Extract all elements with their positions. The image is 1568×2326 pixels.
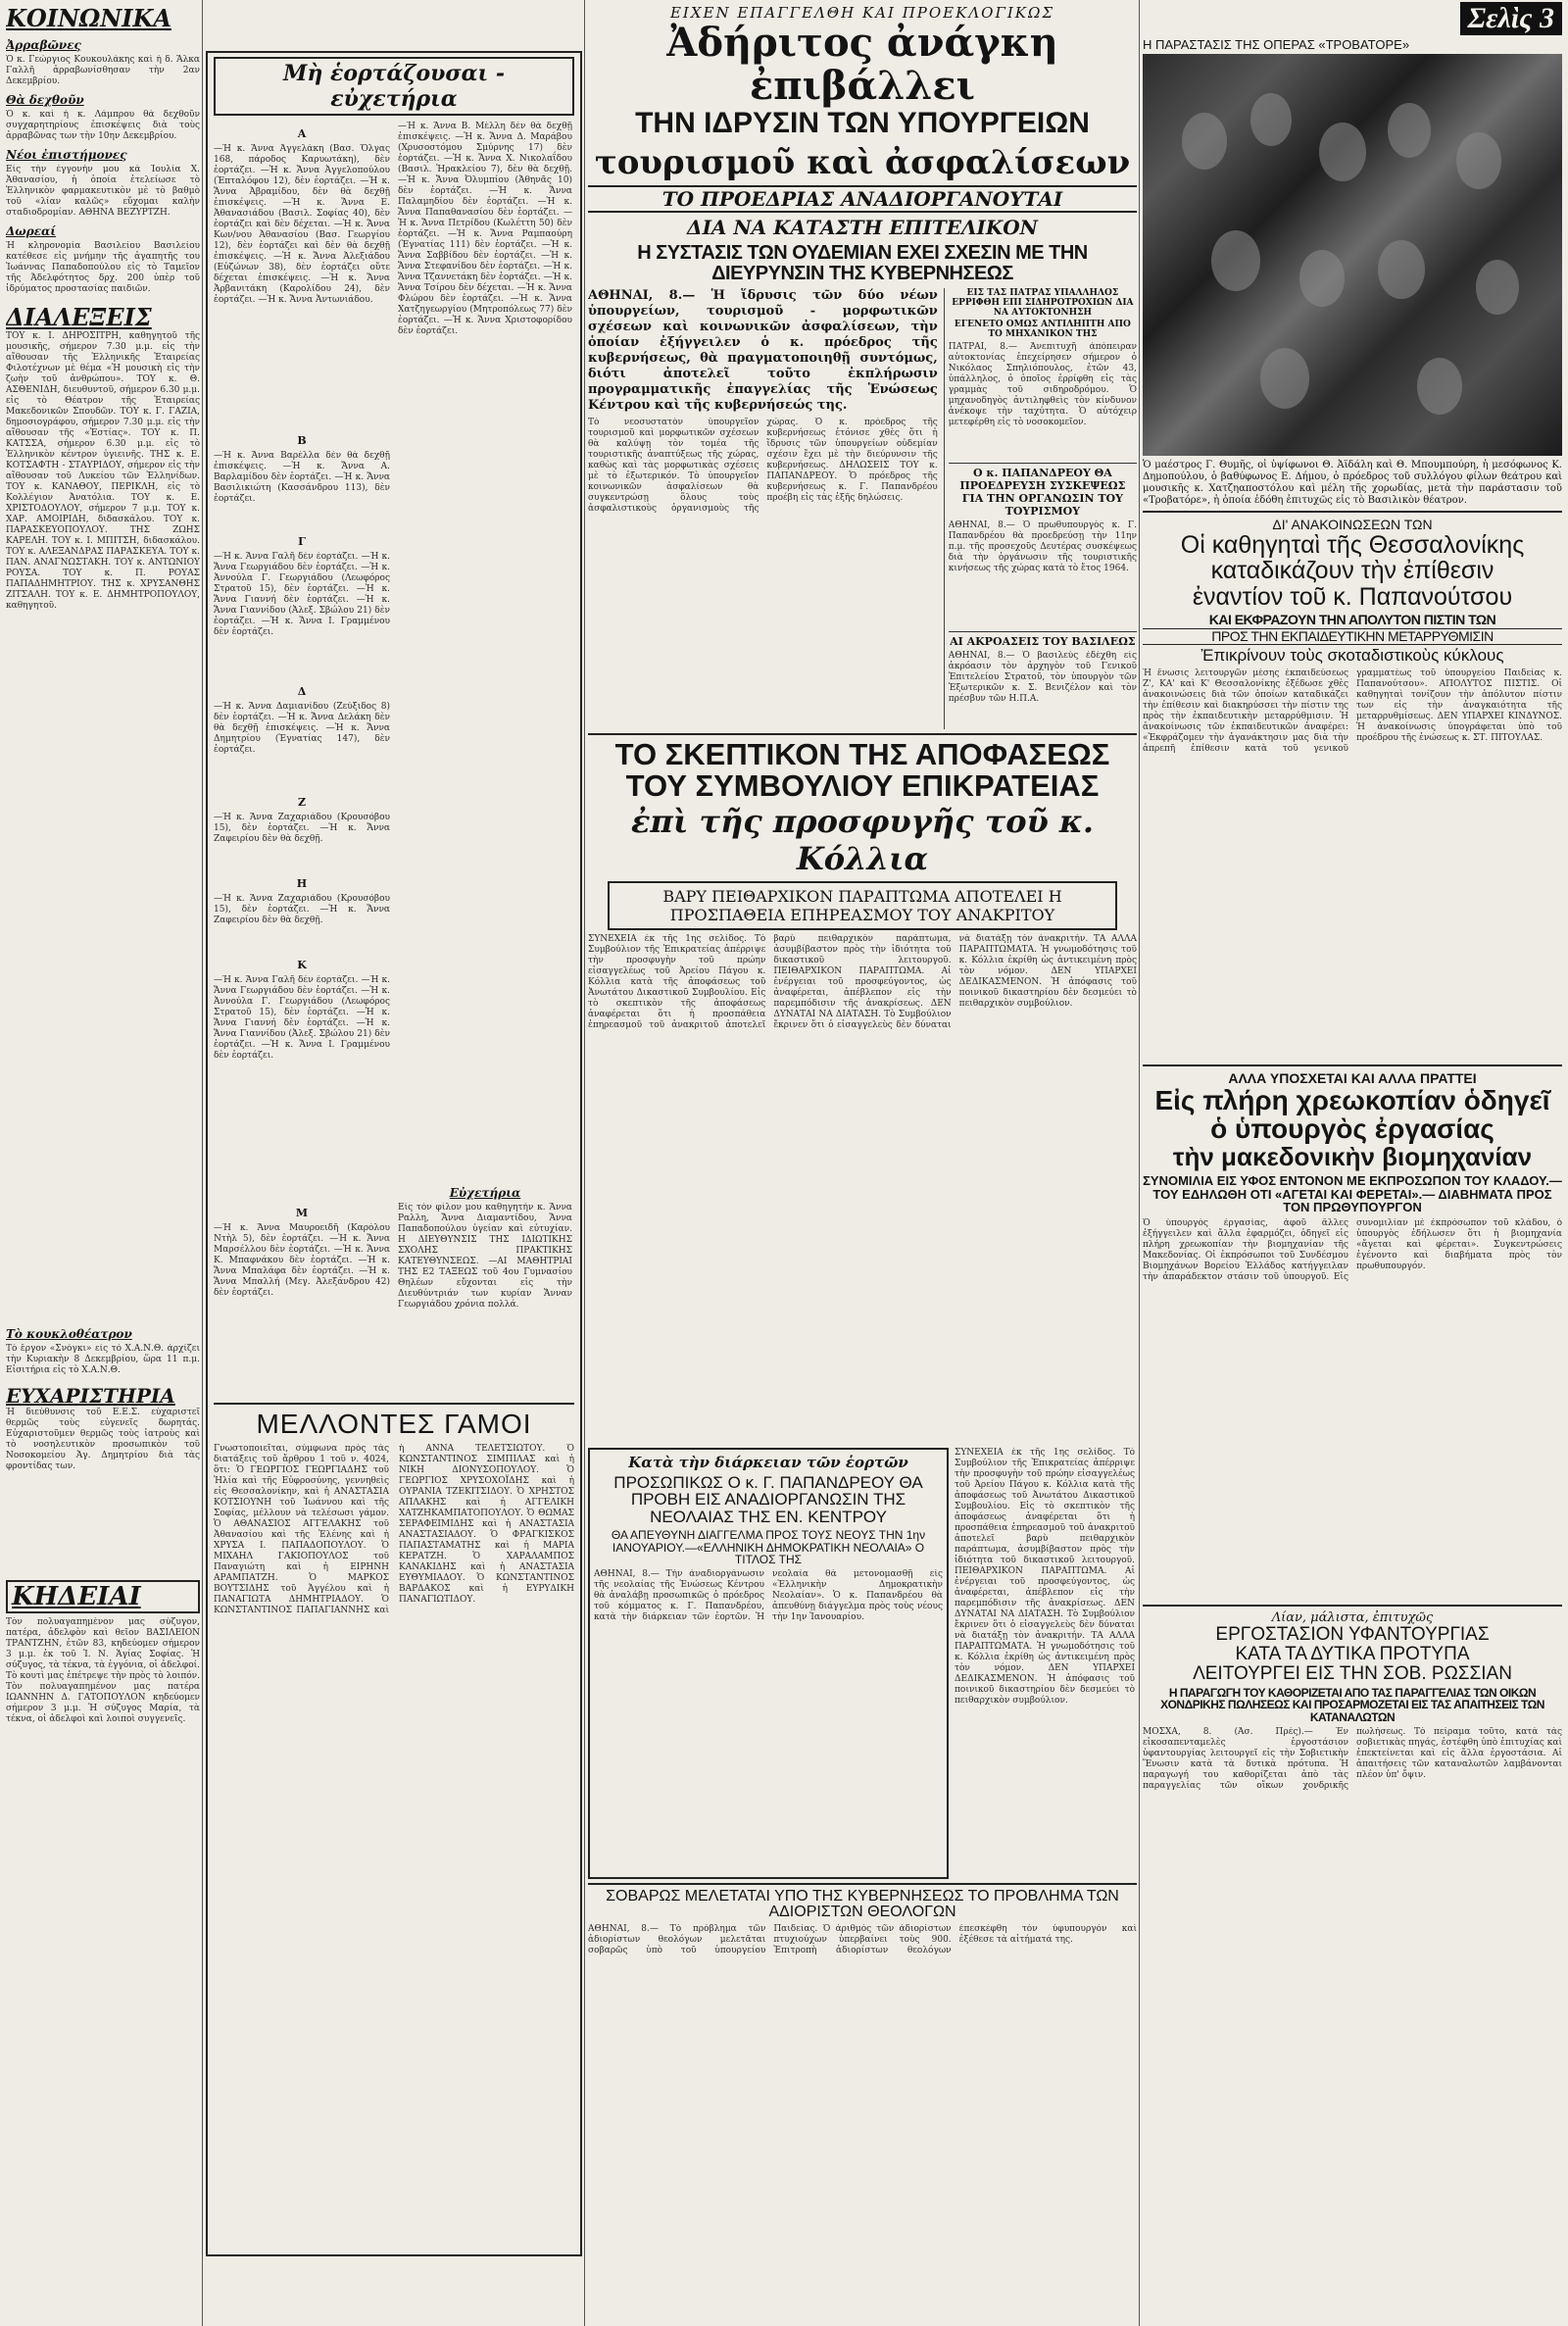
ypos-headline-2: ὁ ὑπουργὸς ἐργασίας	[1210, 1114, 1494, 1145]
sov-headline-3: ΛΕΙΤΟΥΡΓΕΙ ΕΙΣ ΤΗΝ ΣΟΒ. ΡΩΣΣΙΑΝ	[1193, 1662, 1512, 1684]
patras-text: ΠΑΤΡΑΙ, 8.— Ἀνεπιτυχῆ ἀπόπειραν αὐτοκτονίας ἐπεχείρησεν σήμερον ὁ Νικόλαος Σπηλιόπουλος, ἐτῶν 43, ὑπάλληλος, ὁ ὁποῖος ἐρρίφθη εἰς τὰς γραμμὰς τοῦ σιδηροδρόμου. Ὁ μηχανοδηγὸς ἀντιληφθεὶς τὸν κίνδυνον ἀνέκοψε τὴν ταχύτητα. Ὁ αὐτόχειρ μετεφέρθη εἰς τὸ νοσοκομεῖον.	[948, 341, 1137, 427]
anak-headline-4: ΚΑΙ ΕΚΦΡΑΖΟΥΝ ΤΗΝ ΑΠΟΛΥΤΟΝ ΠΙΣΤΙΝ ΤΩΝ	[1208, 611, 1496, 627]
photo-title: Η ΠΑΡΑΣΤΑΣΙΣ ΤΗΣ ΟΠΕΡΑΣ «ΤΡΟΒΑΤΟΡΕ»	[1143, 37, 1410, 52]
sovaros-text: ΑΘΗΝΑΙ, 8.— Τὸ πρόβλημα τῶν ἀδιορίστων θεολόγων μελετᾶται σοβαρῶς ὑπὸ τοῦ ὑπουργείου Παιδείας. Ὁ ἀριθμὸς τῶν ἀδιορίστων πτυχιούχων ὑπερβαίνει τοὺς 900. Ἐπιτροπὴ ἀδιορίστων θεολόγων ἐπεσκέφθη τὸν ὑφυπουργὸν καὶ ἐξέθεσε τὰ αἰτήματά της.	[588, 1924, 1137, 1956]
eorton-subheadline: ΘΑ ΑΠΕΥΘΥΝΗ ΔΙΑΓΓΕΛΜΑ ΠΡΟΣ ΤΟΥΣ ΝΕΟΥΣ ΤΗΝ 1ην ΙΑΝΟΥΑΡΙΟΥ.—«ΕΛΛΗΝΙΚΗ ΔΗΜΟΚΡΑΤΙΚΗ ΝΕΟΛΑΙΑ» Ο ΤΙΤΛΟΣ ΤΗΣ	[611, 1528, 926, 1567]
divider	[1143, 1064, 1562, 1066]
efxetiria-text: Εἰς τὸν φίλον μου καθηγητὴν κ. Ἄννα Ραλλη, Ἄννα Διαμαντίδου, Ἄννα Παπαδοπούλου ὑγείαν καὶ εὐτυχίαν. Η ΔΙΕΥΘΥΝΣΙΣ ΤΗΣ ΙΔΙΩΤΙΚΗΣ ΣΧΟΛΗΣ ΠΡΑΚΤΙΚΗΣ ΚΑΤΕΥΘΥΝΣΕΩΣ. —ΑΙ ΜΑΘΗΤΡΙΑΙ ΤΗΣ Ε2 ΤΑΞΕΩΣ τοῦ 4ου Γυμνασίου Θηλέων εὔχονται εἰς τὴν Διευθύντριάν των κυρίαν Ἄνναν Γεωργιάδου χρόνια πολλά.	[398, 1203, 572, 1310]
akroaseis-heading: ΑΙ ΑΚΡΟΑΣΕΙΣ ΤΟΥ ΒΑΣΙΛΕΩΣ	[950, 634, 1136, 648]
sov-text: ΜΟΣΧΑ, 8. (Ἀσ. Πρές).— Ἐν εἰκοσαπενταμελὲς ἐργοστάσιον ὑφαντουργίας λειτουργεῖ εἰς τὴν Σοβιετικὴν Ἕνωσιν κατὰ τὰ δυτικὰ πρότυπα. Ἡ παραγωγή του καθορίζεται ἀπὸ τὰς παραγγελίας τῶν οἴκων χονδρικῆς πωλήσεως. Τὸ πείραμα τοῦτο, κατὰ τὰς σοβιετικὰς πηγάς, ἐστέφθη ὑπὸ ἐπιτυχίας καὶ ἐπεκτείνεται καὶ εἰς ἄλλα ἐργοστάσια. Αἱ ἀπαιτήσεις τῶν καταναλωτῶν λαμβάνονται πλέον ὑπ' ὄψιν.	[1143, 1726, 1562, 1791]
dexiosis-heading: Θὰ δεχθοῦν	[6, 93, 84, 107]
kideiai-box	[6, 1580, 200, 1613]
anak-headline-5: ΠΡΟΣ ΤΗΝ ΕΚΠΑΙΔΕΥΤΙΚΗΝ ΜΕΤΑΡΡΥΘΜΙΣΙΝ	[1143, 628, 1562, 645]
dexiosis-text: Ὁ κ. καὶ ἡ κ. Λάμπρου θὰ δεχθοῦν συγχαρητηρίους ἐπισκέψεις διὰ τοὺς ἀρραβῶνας των τὴν 10ην Δεκεμβρίου.	[6, 110, 200, 141]
name-days-entries: —Ἡ κ. Ἄννα Γαλῆ δὲν ἑορτάζει. —Ἡ κ. Ἄννα Γεωργιάδου δὲν ἑορτάζει. —Ἡ κ. Ἀννούλα Γ. Γεωργιάδου (Λεωφόρος Στρατοῦ 15), δὲν ἑορτάζει. —Ἡ κ. Ἄννα Γιαννή δὲν ἑορτάζει. —Ἡ κ. Ἄννα Γιαννίδου (Ἀλεξ. Σβώλου 21) δὲν ἑορτάζει. —Ἡ κ. Ἄννα Ι. Γραμμένου δὲν ἑορτάζει.	[214, 552, 390, 637]
sov-subheadline: Η ΠΑΡΑΓΩΓΗ ΤΟΥ ΚΑΘΟΡΙΖΕΤΑΙ ΑΠΟ ΤΑΣ ΠΑΡΑΓΓΕΛΙΑΣ ΤΩΝ ΟΙΚΩΝ ΧΟΝΔΡΙΚΗΣ ΠΩΛΗΣΕΩΣ ΚΑΙ ΠΡΟΣΑΡΜΟΖΕΤΑΙ ΕΙΣ ΤΑΣ ΑΠΑΙΤΗΣΕΙΣ ΤΩΝ ΚΑΤΑΝΑΛΩΤΩΝ	[1160, 1685, 1544, 1724]
name-days-entries: —Ἡ κ. Ἄννα Ἀγγελάκη (Βασ. Ὄλγας 168, πάροδος Καρυωτάκη), δὲν ἑορτάζει. —Ἡ κ. Ἄννα Ἀγγελοπούλου (Ἐπταλόφου 12), δὲν ἑορτάζει. —Ἡ κ. Ἄννα Ἀβραμίδου, δὲν θὰ δεχθῇ ἐπισκέψεις. —Ἡ κ. Ἄννα Ε. Ἀθανασιάδου (Βασιλ. Σοφίας 40), δὲν ἑορτάζει καὶ δὲν δέχεται. —Ἡ κ. Ἄννα Κων/νου Ἀθανασίου (Βασ. Γεωργίου 12), δὲν ἑορτάζει καὶ δὲν θὰ δεχθῇ ἐπισκέψεις. —Ἡ κ. Ἄννα Ἀλεξιάδου (Εὐζώνων 38), δὲν ἑορτάζει οὔτε δέχεται ἐπισκέψεις. —Ἡ κ. Ἄννα Ἀρβανιτάκη (Καρολίδου 24), δὲν ἑορτάζει. —Ἡ κ. Ἄννα Ἀντωνιάδου.	[214, 144, 390, 305]
column-rule	[584, 0, 585, 2326]
letter-heading: Η	[296, 877, 308, 890]
patras-sub: ΕΓΕΝΕΤΟ ΟΜΩΣ ΑΝΤΙΛΗΠΤΗ ΑΠΟ ΤΟ ΜΗΧΑΝΙΚΟΝ ΤΗΣ	[954, 319, 1131, 339]
page-badge: Σελὶς 3	[1460, 2, 1562, 35]
name-days-left	[214, 122, 390, 1399]
eorton-text: ΑΘΗΝΑΙ, 8.— Τὴν ἀναδιοργάνωσιν τῆς νεολαίας τῆς Ἑνώσεως Κέντρου θὰ ἀναλάβῃ προσωπικῶς ὁ πρόεδρος τοῦ κόμματος κ. Γ. Παπανδρέου, κατὰ τὴν διάρκειαν τῶν ἑορτῶν. Ἡ νεολαία θὰ μετονομασθῇ εἰς «Ἑλληνικὴν Δημοκρατικὴν Νεολαίαν». Ὁ κ. Παπανδρέου θὰ ἀπευθύνῃ διάγγελμα πρὸς τοὺς νέους τὴν 1ην Ἰανουαρίου.	[594, 1568, 943, 1622]
photo-caption: Ὁ μαέστρος Γ. Θυμῆς, οἱ ὑψίφωνοι Θ. Ἀϊδάλη καὶ Θ. Μπουμπούρη, ἡ μεσόφωνος Κ. Δημοπούλου, ὁ βαθύφωνος Ε. Δήμου, ὁ πρόεδρος τοῦ συλλόγου φίλων θεάτρου καὶ μουσικῆς κ. Χατζηαποστόλου καὶ μέλη τῆς χορωδίας, μετὰ τὴν παράστασιν τοῦ «Τροβατόρε», ἡ ὁποία ἐδόθη ἐπιτυχῶς εἰς τὸ Βασιλικὸν θέατρον.	[1143, 460, 1562, 506]
epistimones-text: Εἰς τὴν ἐγγονήν μου κὰ Ἰουλία Χ. Ἀθανασίου, ἡ ὁποία ἐτελείωσε τὸ Ἑλληνικὸν φαρμακευτικὸν μὲ τὸ βαθμὸ τοῦ «λίαν καλῶς» εὔχομαι καλὴν σταδιοδρομίαν. ΑΘΗΝΑ ΒΕΖΥΡΤΖΗ.	[6, 165, 200, 218]
arravones-heading: Ἀρραβῶνες	[6, 38, 81, 52]
dialexeis-text: ΤΟΥ κ. Ι. ΔΗΡΟΣΙΤΡΗ, καθηγητοῦ τῆς μουσικῆς, σήμερον 7.30 μ.μ. εἰς τὴν αἴθουσαν τῆς Ἑλληνικῆς Ἑταιρείας Φιλοτέχνων μὲ θέμα «Ἡ μουσικὴ εἰς τὴν ζωὴν τοῦ ἀνθρώπου». ΤΟΥ κ. Θ. ΑΣΘΕΝΙΔΗ, διευθυντοῦ, σήμερον 6.30 μ.μ. εἰς τὸ Θέατρον τῆς Ἑταιρείας Μακεδονικῶν Σπουδῶν. ΤΟΥ κ. Γ. ΓΑΖΙΑ, δημοσιογράφου, σήμερον 7.30 μ.μ. εἰς τὴν αἴθουσαν τῆς «Ἑστίας». ΤΟΥ κ. Π. ΚΑΤΣΣΑ, σήμερον 6.30 μ.μ. εἰς τὸ Ἑλληνικὸν κέντρον ὑγιεινῆς. ΤΗΣ κ. Ε. ΚΟΤΣΑΦΤΗ - ΣΤΑΥΡΙΔΟΥ, σήμερον εἰς τὴν αἴθουσαν τοῦ Λυκείου τῶν Ἑλληνίδων. ΤΟΥ κ. ΚΑΝΑΘΟΥ, ΠΕΡΙΚΛΗ, εἰς τὸ Κολλέγιον Ἀνατόλια. ΤΟΥ κ. Ε. ΧΡΙΣΤΟΔΟΥΛΟΥ, σήμερον 7 μ.μ. ΤΟΥ κ. ΧΑΡ. ΑΜΟΙΡΙΔΗ, διδασκάλου. ΤΟΥ κ. ΠΑΡΑΣΚΕΥΟΠΟΥΛΟΥ. ΤΗΣ ΖΩΗΣ ΚΑΡΕΛΗ. ΤΟΥ κ. Ι. ΜΠΙΤΣΗ, διδασκάλου. ΤΟΥ κ. ΑΛΕΞΑΝΔΡΑΣ ΠΑΡΑΣΚΕΥΑ. ΤΟΥ κ. ΠΑΝ. ΑΝΑΓΝΩΣΤΑΚΗ. ΤΟΥ κ. ΑΝΤΩΝΙΟΥ ΡΟΥΣΑ. ΤΟΥ κ. Π. ΡΟΥΑΣ ΠΑΠΑΔΗΜΗΤΡΙΟΥ. ΤΗΣ κ. ΧΡΥΣΑΝΘΗΣ ΖΙΤΣΑΛΗ. ΤΟΥ κ. Ε. ΔΗΜΗΤΡΟΠΟΥΛΟΥ, καθηγητοῦ.	[6, 331, 200, 611]
kideiai-text: Τὸν πολυαγαπημένον μας σύζυγον, πατέρα, ἀδελφὸν καὶ θεῖον ΒΑΣΙΛΕΙΟΝ ΤΡΑΝΤΖΗΝ, ἐτῶν 83, κηδεύομεν σήμερον 3 μ.μ. ἐκ τοῦ Ἱ. Ν. Ἁγίας Σοφίας. Ἡ σύζυγος, τὰ τέκνα, τὰ ἐγγόνια, οἱ ἀδελφοί. Τὸ κουτὶ μας ἐπέτρεψε τὴν πρὸς τὸ λοιπόν. Τὸν πολυαγαπημένον μας πατέρα ΙΩΑΝΝΗΝ Δ. ΓΑΤΟΠΟΥΛΟΝ κηδεύομεν σήμερον 3 μ.μ. Ἡ σύζυγος Μαρία, τὰ τέκνα, οἱ ἀδελφοὶ καὶ λοιποὶ συγγενεῖς.	[6, 1617, 200, 1724]
letter-heading: Κ	[297, 959, 307, 971]
divider	[588, 1883, 1137, 1885]
sov-headline-2: ΚΑΤΑ ΤΑ ΔΥΤΙΚΑ ΠΡΟΤΥΠΑ	[1235, 1643, 1470, 1664]
name-days-heading: Μὴ ἑορτάζουσαι - εὐχετήρια	[214, 57, 574, 116]
koinonika-heading: ΚΟΙΝΩΝΙΚΑ	[6, 4, 172, 32]
skeptikon-continued: ΣΥΝΕΧΕΙΑ ἐκ τῆς 1ης σελίδος. Τὸ Συμβούλιον τῆς Ἐπικρατείας ἀπέρριψε τὴν προσφυγὴν τοῦ πρώην εἰσαγγελέως τοῦ Ἀρείου Πάγου κ. Κόλλια κατὰ τῆς ἀποφάσεως τοῦ Ἀνωτάτου Δικαστικοῦ Συμβουλίου. Εἰς τὸ σκεπτικὸν τῆς ἀποφάσεως ἀναφέρεται ὅτι ἡ προσπάθεια ἐπηρεασμοῦ τοῦ ἀνακριτοῦ ἀποτελεῖ βαρὺ πειθαρχικὸν παράπτωμα, ἀσυμβίβαστον πρὸς τὴν ἰδιότητα τοῦ δικαστικοῦ λειτουργοῦ. ΠΕΙΘΑΡΧΙΚΟΝ ΠΑΡΑΠΤΩΜΑ. Αἱ ἐνέργειαι τοῦ προσφεύγοντος, ὡς ἀναφέρεται, ἀπέβλεπον εἰς τὴν παρεμπόδισιν τῆς ἀνακρίσεως. ΔΕΝ ΔΥΝΑΤΑΙ ΝΑ ΔΙΑΤΑΣΗ. Τὸ Συμβούλιον ἔκρινεν ὅτι ὁ εἰσαγγελεὺς δὲν δύναται νὰ διατάξῃ τὸν ἀνακριτήν. ΤΑ ΑΛΛΑ ΠΑΡΑΠΤΩΜΑΤΑ. Ἡ γνωμοδότησις τοῦ κ. Κόλλια ἐκρίθη ὡς ἀντικειμένη πρὸς τὸν νόμον. ΔΕΝ ΥΠΑΡΧΕΙ ΔΕΔΙΚΑΣΜΕΝΟΝ. Ἡ ἀπόφασις τοῦ ποινικοῦ δικαστηρίου δὲν δεσμεύει τὸ πειθαρχικὸν συμβούλιον.	[955, 1447, 1135, 1706]
tourism-heading: Ο κ. ΠΑΠΑΝΔΡΕΟΥ ΘΑ ΠΡΟΕΔΡΕΥΣΗ ΣΥΣΚΕΨΕΩΣ ΓΙΑ ΤΗΝ ΟΡΓΑΝΩΣΙΝ ΤΟΥ ΤΟΥΡΙΣΜΟΥ	[959, 466, 1126, 518]
efxaristiria-text: Ἡ διεύθυνσις τοῦ Ε.Ε.Σ. εὐχαριστεῖ θερμῶς τοὺς εὐγενεῖς δωρητάς. Εὐχαριστοῦμεν θερμῶς τοὺς ἰατροὺς καὶ τὸ νοσηλευτικὸν προσωπικὸν τοῦ Νοσοκομείου Ἁγ. Δημητρίου διὰ τὰς φροντίδας των.	[6, 1408, 200, 1471]
name-days-entries: —Ἡ κ. Ἄννα Βαρέλλα δὲν θὰ δεχθῇ ἐπισκέψεις. —Ἡ κ. Ἄννα Α. Βαρλαμίδου δὲν ἑορτάζει. —Ἡ κ. Ἄννα Βασιλικιώτη (Κασσάνδρου 113), δὲν ἑορτάζει.	[214, 451, 390, 504]
main-subheadline: Η ΣΥΣΤΑΣΙΣ ΤΩΝ ΟΥΔΕΜΙΑΝ ΕΧΕΙ ΣΧΕΣΙΝ ΜΕ ΤΗΝ ΔΙΕΥΡΥΝΣΙΝ ΤΗΣ ΚΥΒΕΡΝΗΣΕΩΣ	[637, 241, 1088, 284]
column-rule	[202, 0, 203, 2326]
koukloth-heading: Τὸ κουκλοθέατρον	[6, 1327, 132, 1341]
column-main-news	[588, 0, 1137, 2326]
efxaristiria-heading: ΕΥΧΑΡΙΣΤΗΡΙΑ	[6, 1384, 175, 1408]
main-headline-3: τουρισμοῦ καὶ ἀσφαλίσεων	[594, 142, 1131, 182]
eorton-kicker: Κατὰ τὴν διάρκειαν τῶν ἑορτῶν	[628, 1453, 908, 1471]
arravones-text: Ὁ κ. Γεώργιος Κουκουλάκης καὶ ἡ δ. Ἄλκα Γαλλῆ ἀρραβωνίσθησαν τὴν 2αν Δεκεμβρίου.	[6, 55, 200, 86]
dialexeis-heading: ΔΙΑΛΕΞΕΙΣ	[6, 303, 152, 331]
letter-heading: Ζ	[297, 796, 307, 809]
main-headline-5: ΔΙΑ ΝΑ ΚΑΤΑΣΤΗ ΕΠΙΤΕΛΙΚΟΝ	[687, 215, 1038, 239]
column-name-days	[206, 51, 582, 2256]
divider	[1143, 1605, 1562, 1607]
efxetiria-heading: Εὐχετήρια	[449, 1186, 521, 1200]
skeptikon-headline-2: ΤΟΥ ΣΥΜΒΟΥΛΙΟΥ ΕΠΙΚΡΑΤΕΙΑΣ	[625, 768, 1100, 804]
dorea-heading: Δωρεαί	[6, 224, 57, 238]
main-lead: ΑΘΗΝΑΙ, 8.— Ἡ ἵδρυσις τῶν δύο νέων ὑπουργείων, τουρισμοῦ - μορφωτικῶν σχέσεων καὶ κοινωνικῶν ἀσφαλίσεων, τὴν ὁποίαν ἐξήγγειλεν ὁ κ. πρόεδρος τῆς κυβερνήσεως, θὰ πραγματοποιηθῇ συντόμως, διότι ἀποτελεῖ τοῦτο ἐκπλήρωσιν προγραμματικῆς ἐπαγγελίας τῆς Ἑνώσεως Κέντρου καὶ τῆς κυβερνήσεώς της.	[588, 287, 938, 413]
letter-heading: Α	[297, 127, 307, 140]
skeptikon-headline-1: ΤΟ ΣΚΕΠΤΙΚΟΝ ΤΗΣ ΑΠΟΦΑΣΕΩΣ	[614, 736, 1110, 771]
letter-heading: Μ	[295, 1207, 309, 1219]
divider	[949, 463, 1137, 464]
name-days-entries: —Ἡ κ. Ἄννα Μαυροειδῆ (Καρόλου Ντὴλ 5), δὲν ἑορτάζει. —Ἡ κ. Ἄννα Μαρσέλλου δὲν ἑορτάζει. —Ἡ κ. Ἄννα Κ. Μπαφνάκου δὲν ἑορτάζει. —Ἡ κ. Ἄννα Μπαλάφα δὲν ἑορτάζει. —Ἡ κ. Ἄννα Μπαλλή (Μεγ. Ἀλεξάνδρου 42) δὲν ἑορτάζει.	[214, 1223, 390, 1298]
anak-headline-1: Οἱ καθηγηταὶ τῆς Θεσσαλονίκης	[1180, 531, 1525, 559]
main-headline-2: ΤΗΝ ΙΔΡΥΣΙΝ ΤΩΝ ΥΠΟΥΡΓΕΙΩΝ	[635, 107, 1090, 139]
opera-photo	[1143, 54, 1562, 456]
patras-heading: ΕΙΣ ΤΑΣ ΠΑΤΡΑΣ ΥΠΑΛΛΗΛΟΣ ΕΡΡΙΦΘΗ ΕΠΙ ΣΙΔΗΡΟΤΡΟΧΙΩΝ ΔΙΑ ΝΑ ΑΥΤΟΚΤΟΝΗΣΗ	[952, 287, 1134, 318]
kideiai-heading: ΚΗΔΕΙΑΙ	[12, 1582, 141, 1611]
anak-kicker: ΔΙ' ΑΝΑΚΟΙΝΩΣΕΩΝ ΤΩΝ	[1272, 517, 1433, 532]
eorton-headline: ΠΡΟΣΩΠΙΚΩΣ Ο κ. Γ. ΠΑΠΑΝΔΡΕΟΥ ΘΑ ΠΡΟΒΗ ΕΙΣ ΑΝΑΔΙΟΡΓΑΝΩΣΙΝ ΤΗΣ ΝΕΟΛΑΙΑΣ ΤΗΣ ΕΝ. ΚΕΝΤΡΟΥ	[613, 1472, 923, 1527]
anak-headline-3: ἐναντίον τοῦ κ. Παπανούτσου	[1192, 582, 1513, 611]
name-days-entries: —Ἡ κ. Ἄννα Γαλῆ δὲν ἑορτάζει. —Ἡ κ. Ἄννα Γεωργιάδου δὲν ἑορτάζει. —Ἡ κ. Ἀννούλα Γ. Γεωργιάδου (Λεωφόρος Στρατοῦ 15), δὲν ἑορτάζει. —Ἡ κ. Ἄννα Γιαννή δὲν ἑορτάζει. —Ἡ κ. Ἄννα Γιαννίδου (Ἀλεξ. Σβώλου 21) δὲν ἑορτάζει. —Ἡ κ. Ἄννα Ι. Γραμμένου δὲν ἑορτάζει.	[214, 975, 390, 1061]
main-headline-4: ΤΟ ΠΡΟΕΔΡΙΑΣ ΑΝΑΔΙΟΡΓΑΝΟΥΤΑΙ	[588, 185, 1137, 213]
divider	[588, 733, 1137, 735]
name-days-entries-right: —Ἡ κ. Ἄννα Β. Μέλλη δὲν θὰ δεχθῇ ἐπισκέψεις. —Ἡ κ. Ἄννα Δ. Μαράβου (Χρυσοστόμου Σμύρνης 17) δὲν ἑορτάζει. —Ἡ κ. Ἄννα Χ. Νικολαΐδου (Βασιλ. Ἡρακλείου 7), δὲν θὰ δεχθῇ. —Ἡ κ. Ἄννα Ὀλυμπίου (Ἀθηνᾶς 10) δὲν ἑορτάζει. —Ἡ κ. Ἄννα Παλαμηδίου δὲν ἑορτάζει. —Ἡ κ. Ἄννα Παπαθανασίου δὲν ἑορτάζει. —Ἡ κ. Ἄννα Πετρίδου (Κωλέττη 50) δὲν ἑορτάζει. —Ἡ κ. Ἄννα Ραμπαούρη (Ἐγνατίας 111) δὲν ἑορτάζει. —Ἡ κ. Ἄννα Σαββίδου δὲν ἑορτάζει. —Ἡ κ. Ἄννα Στεφανίδου δὲν ἑορτάζει. —Ἡ κ. Ἄννα Τζαννετάκη δὲν ἑορτάζει. —Ἡ κ. Ἄννα Τσίρου δὲν δέχεται. —Ἡ κ. Ἄννα Φλώρου δὲν ἑορτάζει. —Ἡ κ. Ἄννα Χατζηγεωργίου (Μητροπόλεως 77) δὲν ἑορτάζει. —Ἡ κ. Ἄννα Χριστοφορίδου δὲν ἑορτάζει.	[398, 122, 572, 336]
ypos-headline-3: τὴν μακεδονικὴν βιομηχανίαν	[1172, 1141, 1533, 1171]
letter-heading: Β	[297, 434, 307, 447]
name-days-right	[398, 122, 572, 1399]
name-days-entries: —Ἡ κ. Ἄννα Δαμιανίδου (Ζεὐξιδος 8) δὲν ἑορτάζει. —Ἡ κ. Ἄννα Δελάκη δὲν θὰ δεχθῇ ἐπισκέψεις. —Ἡ κ. Ἄννα Δημητρίου (Ἐγνατίας 147), δὲν ἑορτάζει.	[214, 702, 390, 755]
anak-headline-6: Ἐπικρίνουν τοὺς σκοταδιστικοὺς κύκλους	[1200, 646, 1504, 666]
sovaros-headline: ΣΟΒΑΡΩΣ ΜΕΛΕΤΑΤΑΙ ΥΠΟ ΤΗΣ ΚΥΒΕΡΝΗΣΕΩΣ ΤΟ ΠΡΟΒΛΗΜΑ ΤΩΝ ΑΔΙΟΡΙΣΤΩΝ ΘΕΟΛΟΓΩΝ	[606, 1887, 1119, 1921]
ypos-kicker: ΑΛΛΑ ΥΠΟΣΧΕΤΑΙ ΚΑΙ ΑΛΛΑ ΠΡΑΤΤΕΙ	[1228, 1069, 1477, 1086]
divider	[949, 631, 1137, 632]
skeptikon-text: ΣΥΝΕΧΕΙΑ ἐκ τῆς 1ης σελίδος. Τὸ Συμβούλιον τῆς Ἐπικρατείας ἀπέρριψε τὴν προσφυγὴν τοῦ πρώην εἰσαγγελέως τοῦ Ἀρείου Πάγου κ. Κόλλια κατὰ τῆς ἀποφάσεως τοῦ Ἀνωτάτου Δικαστικοῦ Συμβουλίου. Εἰς τὸ σκεπτικὸν τῆς ἀποφάσεως ἀναφέρεται ὅτι ἡ προσπάθεια ἐπηρεασμοῦ τοῦ ἀνακριτοῦ ἀποτελεῖ βαρὺ πειθαρχικὸν παράπτωμα, ἀσυμβίβαστον πρὸς τὴν ἰδιότητα τοῦ δικαστικοῦ λειτουργοῦ. ΠΕΙΘΑΡΧΙΚΟΝ ΠΑΡΑΠΤΩΜΑ. Αἱ ἐνέργειαι τοῦ προσφεύγοντος, ὡς ἀναφέρεται, ἀπέβλεπον εἰς τὴν παρεμπόδισιν τῆς ἀνακρίσεως. ΔΕΝ ΔΥΝΑΤΑΙ ΝΑ ΔΙΑΤΑΣΗ. Τὸ Συμβούλιον ἔκρινεν ὅτι ὁ εἰσαγγελεὺς δὲν δύναται νὰ διατάξῃ τὸν ἀνακριτήν. ΤΑ ΑΛΛΑ ΠΑΡΑΠΤΩΜΑΤΑ. Ἡ γνωμοδότησις τοῦ κ. Κόλλια ἐκρίθη ὡς ἀντικειμένη πρὸς τὸν νόμον. ΔΕΝ ΥΠΑΡΧΕΙ ΔΕΔΙΚΑΣΜΕΝΟΝ. Ἡ ἀπόφασις τοῦ ποινικοῦ δικαστηρίου δὲν δεσμεύει τὸ πειθαρχικὸν συμβούλιον.	[588, 933, 1137, 1030]
ypos-subheadline: ΣΥΝΟΜΙΛΙΑ ΕΙΣ ΥΦΟΣ ΕΝΤΟΝΟΝ ΜΕ ΕΚΠΡΟΣΩΠΟΝ ΤΟΥ ΚΛΑΔΟΥ.— ΤΟΥ ΕΔΗΛΩΘΗ ΟΤΙ «ΑΓΕΤΑΙ ΚΑΙ ΦΕΡΕΤΑΙ».— ΔΙΑΒΗΜΑΤΑ ΠΡΟΣ ΤΟΝ ΠΡΩΘΥΠΟΥΡΓΟΝ	[1143, 1173, 1562, 1215]
dorea-text: Ἡ κληρονομία Βασιλείου Βασιλείου κατέθεσε εἰς μνήμην τῆς ἀγαπητῆς του Ἰωάννας Παπαδοπούλου εἰς τὸ Ταμεῖον τῆς Ἀδελφότητος δρχ. 200 ὑπὲρ τοῦ ἱδρύματος προστασίας παιδιῶν.	[6, 241, 200, 294]
main-headline-1: Ἀδήριτος ἀνάγκη ἐπιβάλλει	[666, 20, 1058, 109]
anak-text: Ἡ ἕνωσις λειτουργῶν μέσης ἐκπαιδεύσεως Ζ', ΚΑ' καὶ Κ' Θεσσαλονίκης ἐξέδωσε χθὲς ἀνακοινώσεις διὰ τῶν ὁποίων καταδικάζει τὴν ἐπίθεσιν καὶ διακηρύσσει τὴν πίστιν της πρὸς τὴν ἐκπαιδευτικὴν μεταρρύθμισιν. Ἡ ἀνακοίνωσις τῶν ἐκπαιδευτικῶν ἀναφέρει: «Ἐκφράζομεν τὴν ἀγανάκτησιν μας διὰ τὴν ἀπρεπῆ ἐπίθεσιν κατὰ τοῦ γενικοῦ γραμματέως τοῦ ὑπουργείου Παιδείας κ. Παπανούτσου». ΑΠΟΛΥΤΟΣ ΠΙΣΤΙΣ. Οἱ καθηγηταὶ τονίζουν τὴν ἀπόλυτον πίστιν των εἰς τὴν ἀναγκαιότητα τῆς μεταρρυθμίσεως. ΔΕΝ ΥΠΑΡΧΕΙ ΚΙΝΔΥΝΟΣ. Ἡ ἀνακοίνωσις ὑπογράφεται ὑπὸ τοῦ προέδρου τῆς ἑνώσεως κ. ΣΤ. ΠΙΤΟΥΛΑΣ.	[1143, 668, 1562, 754]
name-days-entries: —Ἡ κ. Ἄννα Ζαχαριάδου (Κρουσόβου 15), δὲν ἑορτάζει. —Ἡ κ. Ἄννα Ζαφειρίου δὲν θὰ δεχθῇ.	[214, 813, 390, 844]
epistimones-heading: Νέοι ἐπιστήμονες	[6, 148, 127, 162]
eorton-box	[588, 1448, 949, 1879]
ypos-text: Ὁ ὑπουργὸς ἐργασίας, ἀφοῦ ἄλλες ἐξήγγειλεν καὶ ἄλλα ἐφαρμόζει, ὁδηγεῖ εἰς πλήρη χρεωκοπίαν τὴν βιομηχανίαν τῆς Μακεδονίας. Οἱ ἐκπρόσωποι τοῦ Συνδέσμου Βιομηχάνων Βορείου Ἑλλάδος κατήγγειλαν τὴν ἀπαράδεκτον στάσιν τοῦ ὑπουργοῦ. Εἰς συνομιλίαν μὲ ἐκπρόσωπον τοῦ κλάδου, ὁ ὑπουργὸς ἐδήλωσεν ὅτι ἡ βιομηχανία «ἄγεται καὶ φέρεται». Συγκεντρώσεις ἐγένοντο καὶ διαβήματα πρὸς τὸν πρωθυπουργόν.	[1143, 1217, 1562, 1282]
mellontes-text: Γνωστοποιεῖται, σύμφωνα πρὸς τὰς διατάξεις τοῦ ἄρθρου 1 τοῦ ν. 4024, ὅτι: Ὁ ΓΕΩΡΓΙΟΣ ΓΕΩΡΓΙΑΔΗΣ τοῦ Ἠλία καὶ τῆς Εὐφροσύνης, γεννηθεὶς εἰς Θεσσαλονίκην, καὶ ἡ ΑΝΑΣΤΑΣΙΑ ΚΟΤΣΙΟΥΝΗ τοῦ Ἰωάννου καὶ τῆς Σοφίας, μέλλουν νὰ τελέσωσι γάμον. Ὁ ΑΘΑΝΑΣΙΟΣ ΑΓΓΕΛΑΚΗΣ τοῦ Ἀθανασίου καὶ τῆς Ἐλένης καὶ ἡ ΧΡΥΣΑ Ι. ΠΑΠΑΔΟΠΟΥΛΟΥ. Ὁ ΜΙΧΑΗΛ ΓΑΚΙΟΠΟΥΛΟΣ τοῦ Παναγιώτη καὶ ἡ ΕΙΡΗΝΗ ΑΡΑΜΠΑΤΖΗ. Ὁ ΜΑΡΚΟΣ ΒΟΥΤΣΙΔΗΣ τοῦ Ἀγγέλου καὶ ἡ ΠΑΝΑΓΙΩΤΑ ΔΗΜΗΤΡΙΑΔΟΥ. Ὁ ΚΩΝΣΤΑΝΤΙΝΟΣ ΠΑΠΑΓΙΑΝΝΗΣ καὶ ἡ ΑΝΝΑ ΤΕΛΕΤΣΙΩΤΟΥ. Ὁ ΚΩΝΣΤΑΝΤΙΝΟΣ ΣΙΜΠΙΛΑΣ καὶ ἡ ΝΙΚΗ ΔΙΟΝΥΣΟΠΟΥΛΟΥ. Ὁ ΓΕΩΡΓΙΟΣ ΧΡΥΣΟΧΟΪΔΗΣ καὶ ἡ ΟΥΡΑΝΙΑ ΤΖΕΚΙΤΣΙΔΟΥ. Ὁ ΧΡΗΣΤΟΣ ΑΠΛΑΚΗΣ καὶ ἡ ΑΓΓΕΛΙΚΗ ΧΑΤΖΗΚΑΜΠΑΤΟΠΟΥΛΟΥ. Ὁ ΘΩΜΑΣ ΣΕΡΑΦΕΙΜΙΔΗΣ καὶ ἡ ΑΝΑΣΤΑΣΙΑ ΑΝΑΣΤΑΣΙΑΔΟΥ. Ὁ ΦΡΑΓΚΙΣΚΟΣ ΠΑΠΑΣΤΑΜΑΤΗΣ καὶ ἡ ΜΑΡΙΑ ΚΕΡΑΤΖΗ. Ὁ ΧΑΡΑΛΑΜΠΟΣ ΚΑΝΑΚΙΔΗΣ καὶ ἡ ΑΝΑΣΤΑΣΙΑ ΕΥΘΥΜΙΑΔΟΥ. Ὁ ΚΩΝΣΤΑΝΤΙΝΟΣ ΒΑΡΔΑΚΟΣ καὶ ἡ ΕΥΡΥΔΙΚΗ ΠΑΝΑΓΙΩΤΙΔΟΥ.	[214, 1444, 574, 1615]
divider	[1143, 511, 1562, 513]
skeptikon-subheadline: ΒΑΡΥ ΠΕΙΘΑΡΧΙΚΟΝ ΠΑΡΑΠΤΩΜΑ ΑΠΟΤΕΛΕΙ Η ΠΡΟΣΠΑΘΕΙΑ ΕΠΗΡΕΑΣΜΟΥ ΤΟΥ ΑΝΑΚΡΙΤΟΥ	[608, 881, 1117, 930]
divider	[214, 1403, 574, 1405]
letter-heading: Γ	[298, 535, 306, 548]
main-body: Τὸ νεοσυστατὸν ὑπουργεῖον τουρισμοῦ καὶ μορφωτικῶν σχέσεων θὰ καλύψῃ τὸν τομέα τῆς τουριστικῆς ἀναπτύξεως τῆς χώρας, καθὼς καὶ τὰς μορφωτικὰς σχέσεις μὲ τὸ ἐξωτερικόν. Τὸ ὑπουργεῖον κοινωνικῶν ἀσφαλίσεων θὰ συγκεντρώσῃ ὅλους τοὺς ἀσφαλιστικοὺς ὀργανισμοὺς τῆς χώρας. Ὁ κ. πρόεδρος τῆς κυβερνήσεως ἐτόνισε χθὲς ὅτι ἡ ἵδρυσις τῶν ὑπουργείων οὐδεμίαν σχέσιν ἔχει μὲ τὴν διεύρυνσιν τῆς κυβερνήσεως. ΔΗΛΩΣΕΙΣ ΤΟΥ κ. ΠΑΠΑΝΔΡΕΟΥ. Ὁ πρόεδρος τῆς κυβερνήσεως κ. Γ. Παπανδρέου προέβη εἰς τὰς ἑξῆς δηλώσεις.	[588, 417, 938, 514]
sov-kicker: Λίαν, μάλιστα, ἐπιτυχῶς	[1271, 1609, 1434, 1625]
koukloth-text: Τὸ ἔργον «Σνόγκι» εἰς τὸ Χ.Α.Ν.Θ. ἀρχίζει τὴν Κυριακὴν 8 Δεκεμβρίου, ὥρα 11 π.μ. Εἰσιτήρια εἰς τὸ Χ.Α.Ν.Θ.	[6, 1344, 200, 1375]
skeptikon-headline-3: ἐπὶ τῆς προσφυγῆς τοῦ κ. Κόλλια	[630, 802, 1095, 877]
name-days-entries: —Ἡ κ. Ἄννα Ζαχαριάδου (Κρουσόβου 15), δὲν ἑορτάζει. —Ἡ κ. Ἄννα Ζαφειρίου δὲν θὰ δεχθῇ.	[214, 894, 390, 925]
sov-headline-1: ΕΡΓΟΣΤΑΣΙΟΝ ΥΦΑΝΤΟΥΡΓΙΑΣ	[1215, 1623, 1490, 1645]
letter-heading: Δ	[297, 685, 307, 698]
anak-headline-2: καταδικάζουν τὴν ἐπίθεσιν	[1210, 557, 1494, 585]
mellontes-heading: ΜΕΛΛΟΝΤΕΣ ΓΑΜΟΙ	[256, 1409, 532, 1439]
tourism-text: ΑΘΗΝΑΙ, 8.— Ὁ πρωθυπουργὸς κ. Γ. Παπανδρέου θὰ προεδρεύσῃ τὴν 11ην π.μ. τῆς προσεχοῦς Δευτέρας συσκέψεως διὰ τὴν ὀργάνωσιν τῆς τουριστικῆς κινήσεως τῆς χώρας κατὰ τὸ ἔτος 1964.	[948, 520, 1137, 573]
akroaseis-text: ΑΘΗΝΑΙ, 8.— Ὁ βασιλεὺς ἐδέχθη εἰς ἀκρόασιν τὸν ἀρχηγὸν τοῦ Γενικοῦ Ἐπιτελείου Στρατοῦ, τὸν ὑπουργὸν τῶν Ἐξωτερικῶν κ. Σ. Βενιζέλον καὶ τὸν πρέσβυν τῶν Η.Π.Α.	[948, 650, 1137, 704]
column-page3	[1143, 0, 1562, 2326]
main-kicker: ΕΙΧΕΝ ΕΠΑΓΓΕΛΘΗ ΚΑΙ ΠΡΟΕΚΛΟΓΙΚΩΣ	[669, 4, 1055, 22]
column-rule	[1139, 0, 1140, 2326]
ypos-headline-1: Εἰς πλήρη χρεωκοπίαν ὁδηγεῖ	[1154, 1084, 1550, 1115]
column-social	[6, 0, 200, 2326]
